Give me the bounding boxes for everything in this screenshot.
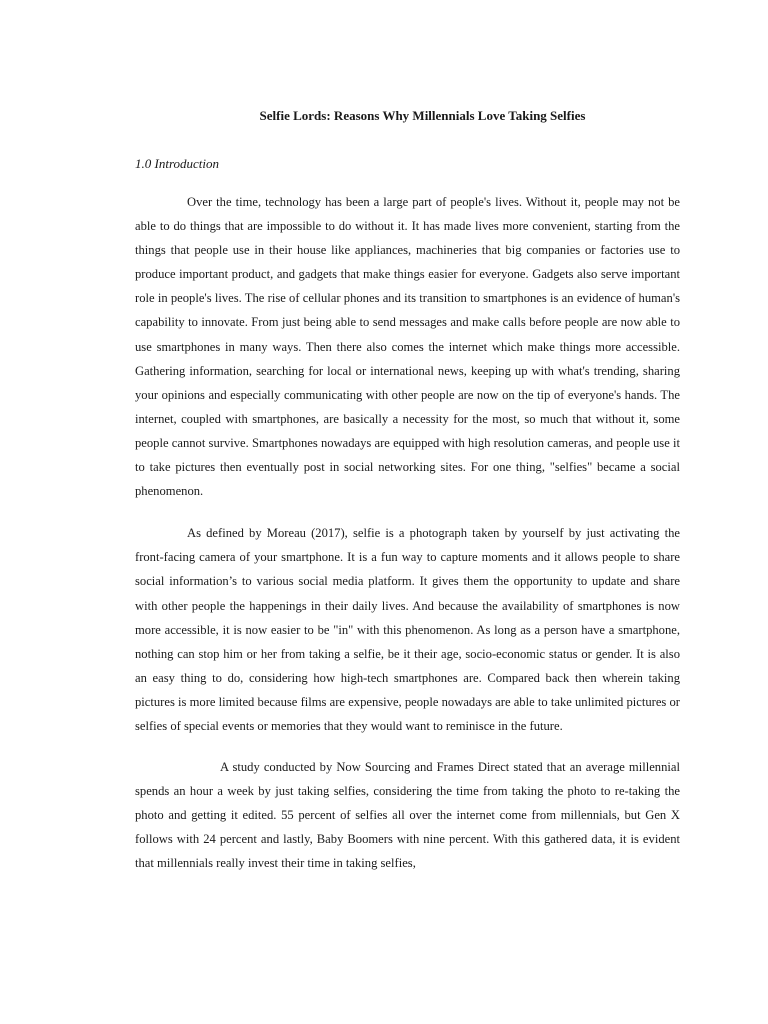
document-title: Selfie Lords: Reasons Why Millennials Love Taking Selfies [259,108,586,123]
section-heading: 1.0 Introduction [135,156,220,171]
paragraph-1: Over the time, technology has been a large part of people's lives. Without it, people may not be able to do things that are impossible to do without it. It has made lives more convenient, starting from the things that people use in their house like appliances, machineries that big companies or factories use to produce important product, and gadgets that make things easier for everyone. Gadgets also serve important role in people's lives. The rise of cellular phones and its transition to smartphones is an evidence of human's capability to innovate. From just being able to send messages and make calls before people are now able to use smartphones in many ways. Then there also comes the internet which make things more accessible. Gathering information, searching for local or international news, keeping up with what's trending, sharing your opinions and especially communicating with other people are now on the tip of everyone's hands. The internet, coupled with smartphones, are basically a necessity for the most, so much that without it, some people cannot survive. Smartphones nowadays are equipped with high resolution cameras, and people use it to take pictures then eventually post in social networking sites. For one thing, "selfies" became a social phenomenon. [135,195,680,499]
paragraph-2: As defined by Moreau (2017), selfie is a photograph taken by yourself by just activating the front-facing camera of your smartphone. It is a fun way to capture moments and it allows people to share social information’s to various social media platform. It gives them the opportunity to update and share with other people the happenings in their daily lives. And because the availability of smartphones is now more accessible, it is now easier to be "in" with this phenomenon. As long as a person have a smartphone, nothing can stop him or her from taking a selfie, be it their age, socio-economic status or gender. It is also an easy thing to do, considering how high-tech smartphones are. Compared back then wherein taking pictures is more limited because films are expensive, people nowadays are able to take unlimited pictures or selfies of special events or memories that they would want to reminisce in the future. [135,526,680,733]
document-body [135,104,680,876]
paragraph-3: A study conducted by Now Sourcing and Frames Direct stated that an average millennial spends an hour a week by just taking selfies, considering the time from taking the photo to re-taking the photo and getting it edited. 55 percent of selfies all over the internet come from millennials, but Gen X follows with 24 percent and lastly, Baby Boomers with nine percent. With this gathered data, it is evident that millennials really invest their time in taking selfies, [135,760,680,871]
